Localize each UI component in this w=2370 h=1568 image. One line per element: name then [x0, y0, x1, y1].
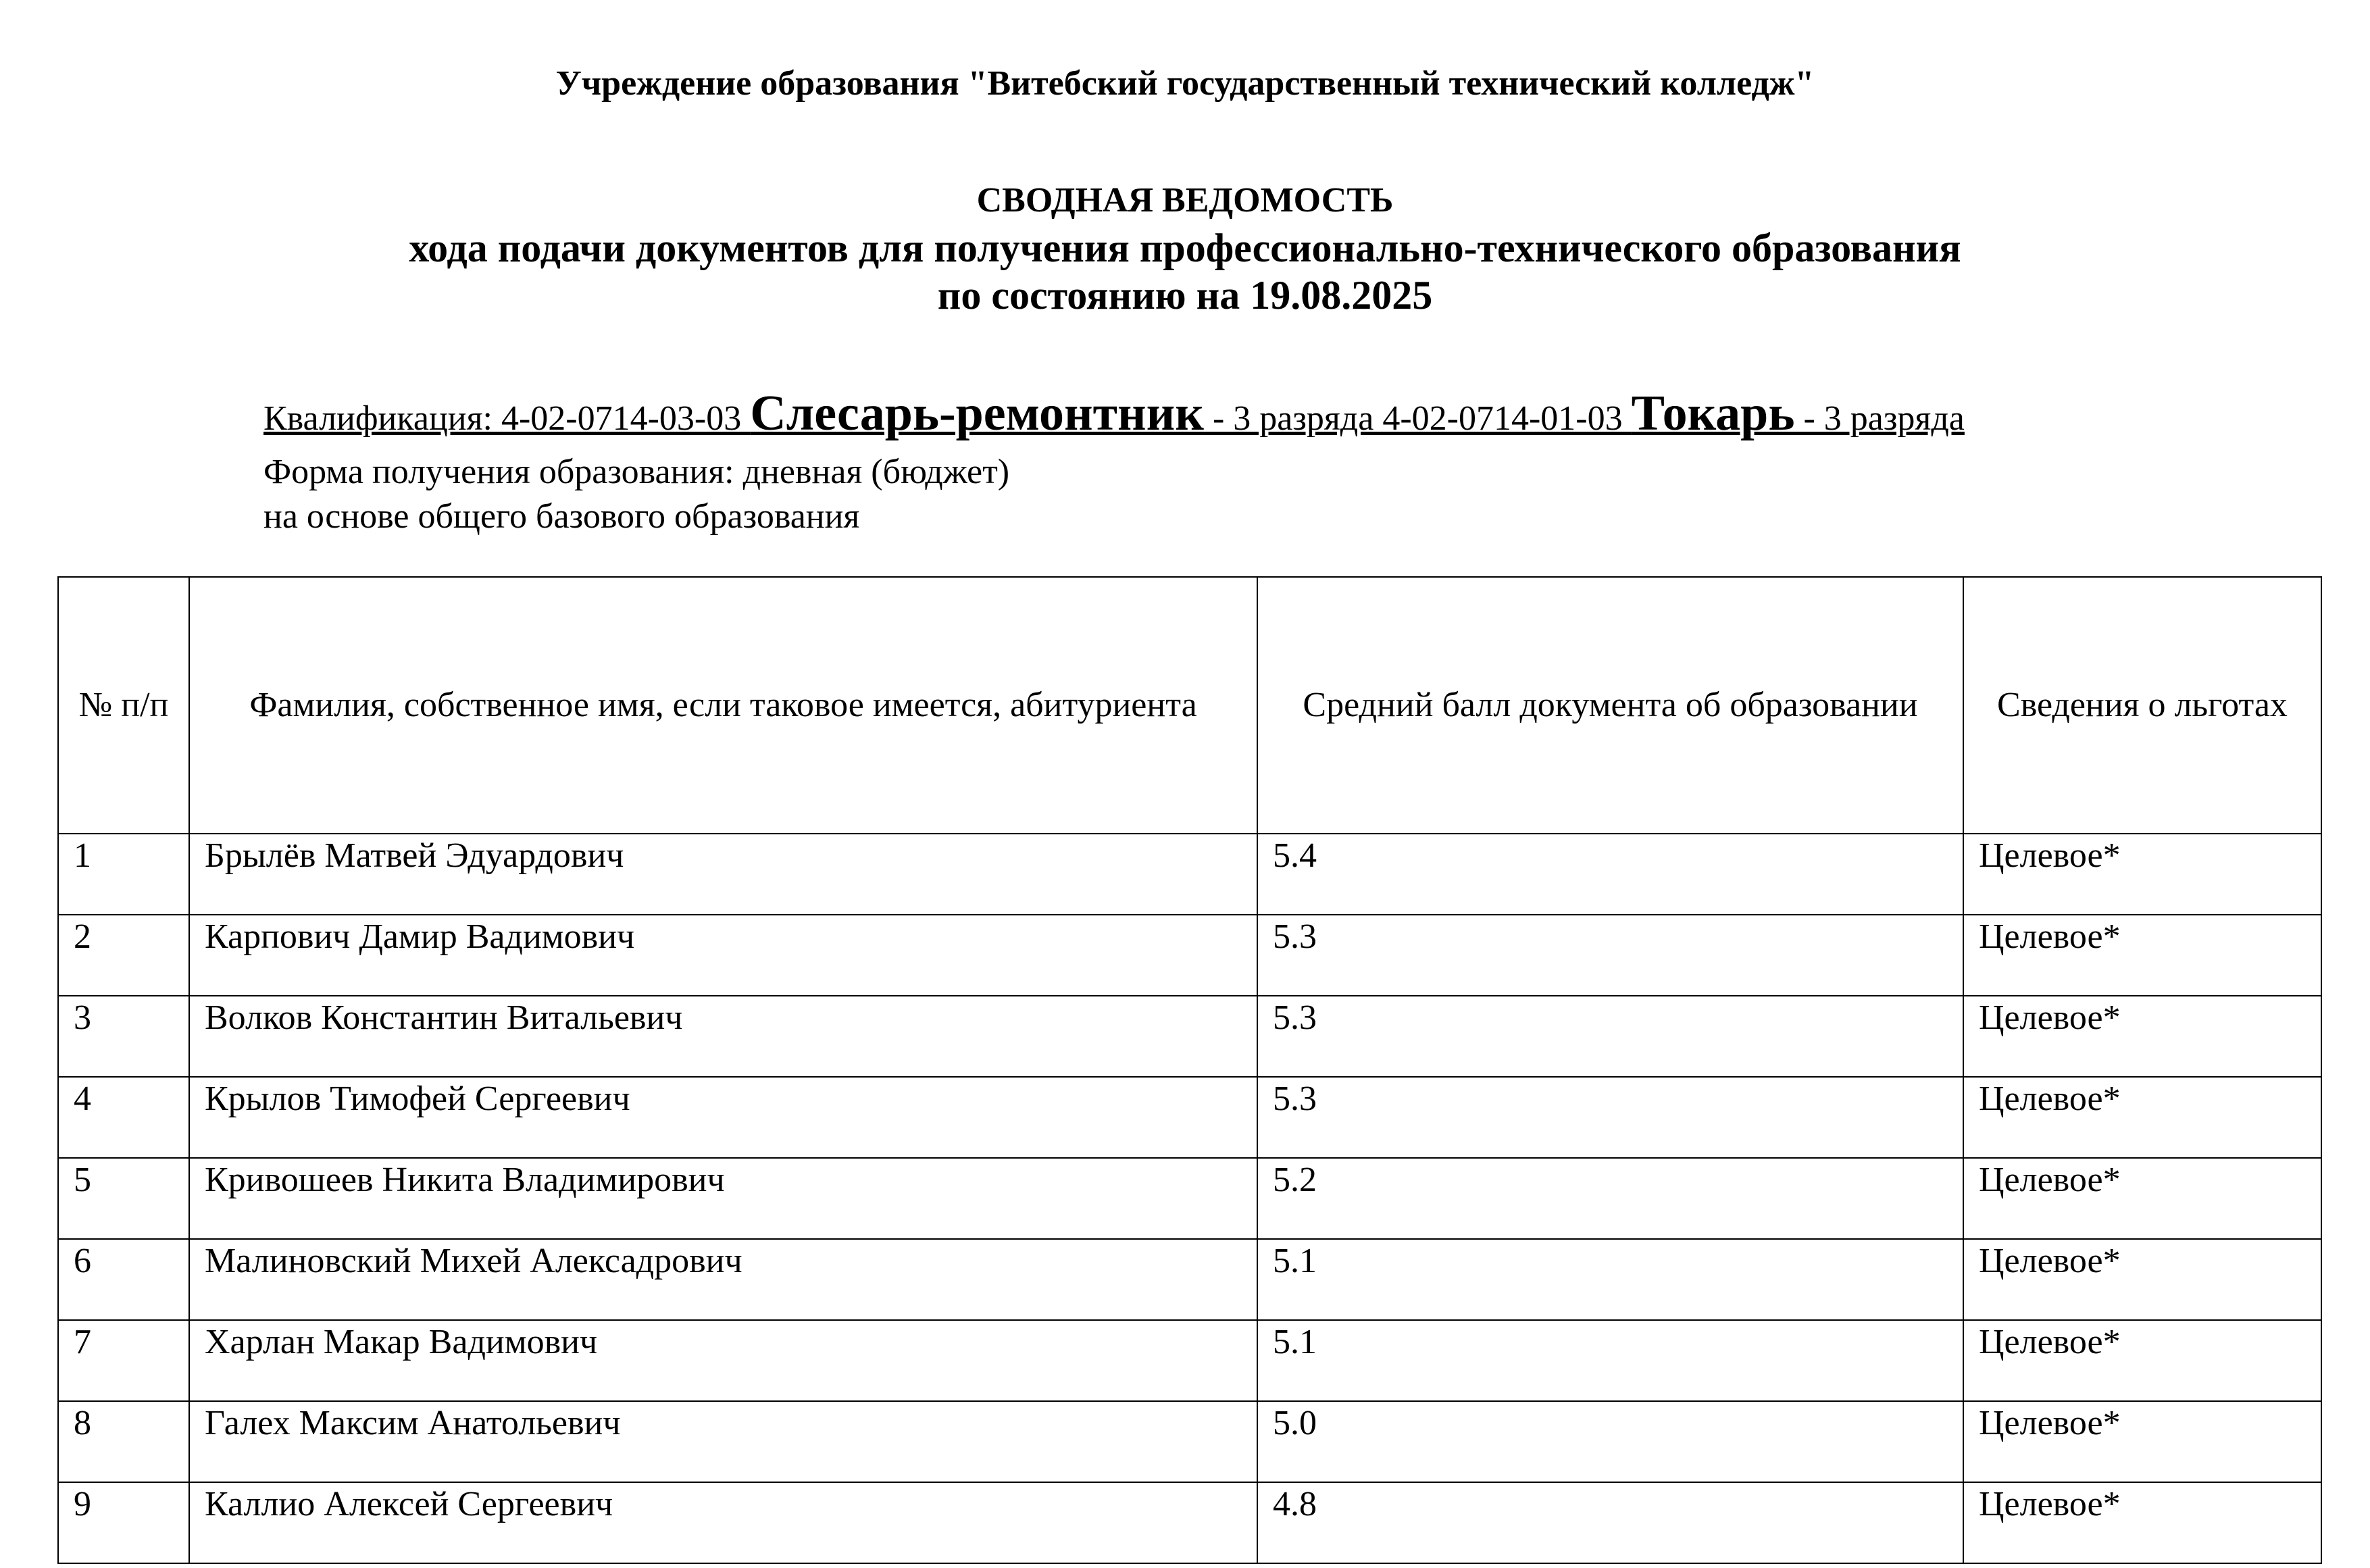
education-form: Форма получения образования: дневная (бюджет): [263, 453, 1010, 491]
table-row: [58, 1320, 2321, 1401]
header-score: Средний балл документа об образовании: [1257, 577, 1963, 834]
cell-name: Галех Максим Анатольевич: [189, 1401, 1257, 1482]
cell-benefit: Целевое*: [1963, 1077, 2321, 1158]
title-line-2: хода подачи документов для получения профессионально-технического образования: [409, 226, 1961, 270]
table-row: [58, 1482, 2321, 1563]
cell-name: Малиновский Михей Алексадрович: [189, 1239, 1257, 1320]
cell-num: 3: [58, 996, 189, 1077]
cell-num: 9: [58, 1482, 189, 1563]
table-header-row: [58, 577, 2321, 834]
title-line-3: по состоянию на 19.08.2025: [937, 273, 1433, 318]
table-row: [58, 834, 2321, 915]
table-row: [58, 915, 2321, 996]
cell-benefit: Целевое*: [1963, 834, 2321, 915]
cell-score: 4.8: [1257, 1482, 1963, 1563]
qualification-prefix: Квалификация: 4-02-0714-03-03: [263, 399, 751, 438]
cell-num: 4: [58, 1077, 189, 1158]
cell-num: 6: [58, 1239, 189, 1320]
qualification-name-2: Токарь: [1631, 386, 1795, 441]
table-row: [58, 1401, 2321, 1482]
cell-benefit: Целевое*: [1963, 1482, 2321, 1563]
cell-num: 2: [58, 915, 189, 996]
title-line-1: СВОДНАЯ ВЕДОМОСТЬ: [976, 181, 1394, 220]
cell-name: Кривошеев Никита Владимирович: [189, 1158, 1257, 1239]
cell-benefit: Целевое*: [1963, 996, 2321, 1077]
header-name: Фамилия, собственное имя, если таковое имеется, абитуриента: [189, 577, 1257, 834]
cell-score: 5.3: [1257, 1077, 1963, 1158]
table-row: [58, 1239, 2321, 1320]
cell-score: 5.3: [1257, 996, 1963, 1077]
cell-score: 5.0: [1257, 1401, 1963, 1482]
header-num: № п/п: [58, 577, 189, 834]
cell-num: 8: [58, 1401, 189, 1482]
cell-name: Брылёв Матвей Эдуардович: [189, 834, 1257, 915]
cell-num: 7: [58, 1320, 189, 1401]
table-row: [58, 996, 2321, 1077]
cell-name: Волков Константин Витальевич: [189, 996, 1257, 1077]
table-row: [58, 1077, 2321, 1158]
qualification-middle: - 3 разряда 4-02-0714-01-03: [1203, 399, 1632, 438]
cell-num: 1: [58, 834, 189, 915]
institution-name: Учреждение образования "Витебский государственный технический колледж": [555, 64, 1815, 103]
cell-score: 5.3: [1257, 915, 1963, 996]
cell-score: 5.1: [1257, 1239, 1963, 1320]
cell-benefit: Целевое*: [1963, 915, 2321, 996]
cell-benefit: Целевое*: [1963, 1239, 2321, 1320]
document-title: [0, 177, 2370, 319]
table-row: [58, 1158, 2321, 1239]
cell-name: Харлан Макар Вадимович: [189, 1320, 1257, 1401]
cell-name: Карпович Дамир Вадимович: [189, 915, 1257, 996]
cell-name: Каллио Алексей Сергеевич: [189, 1482, 1257, 1563]
qualification-name-1: Слесарь-ремонтник: [750, 386, 1204, 441]
qualification-suffix: - 3 разряда: [1794, 399, 1965, 438]
applicants-table: [57, 576, 2322, 1564]
cell-score: 5.2: [1257, 1158, 1963, 1239]
cell-score: 5.1: [1257, 1320, 1963, 1401]
cell-benefit: Целевое*: [1963, 1401, 2321, 1482]
cell-benefit: Целевое*: [1963, 1158, 2321, 1239]
qualification-line: [263, 382, 1965, 450]
header-benefits: Сведения о льготах: [1963, 577, 2321, 834]
education-basis: на основе общего базового образования: [263, 497, 860, 536]
cell-benefit: Целевое*: [1963, 1320, 2321, 1401]
cell-num: 5: [58, 1158, 189, 1239]
qualification-block: [263, 382, 1965, 539]
cell-name: Крылов Тимофей Сергеевич: [189, 1077, 1257, 1158]
cell-score: 5.4: [1257, 834, 1963, 915]
